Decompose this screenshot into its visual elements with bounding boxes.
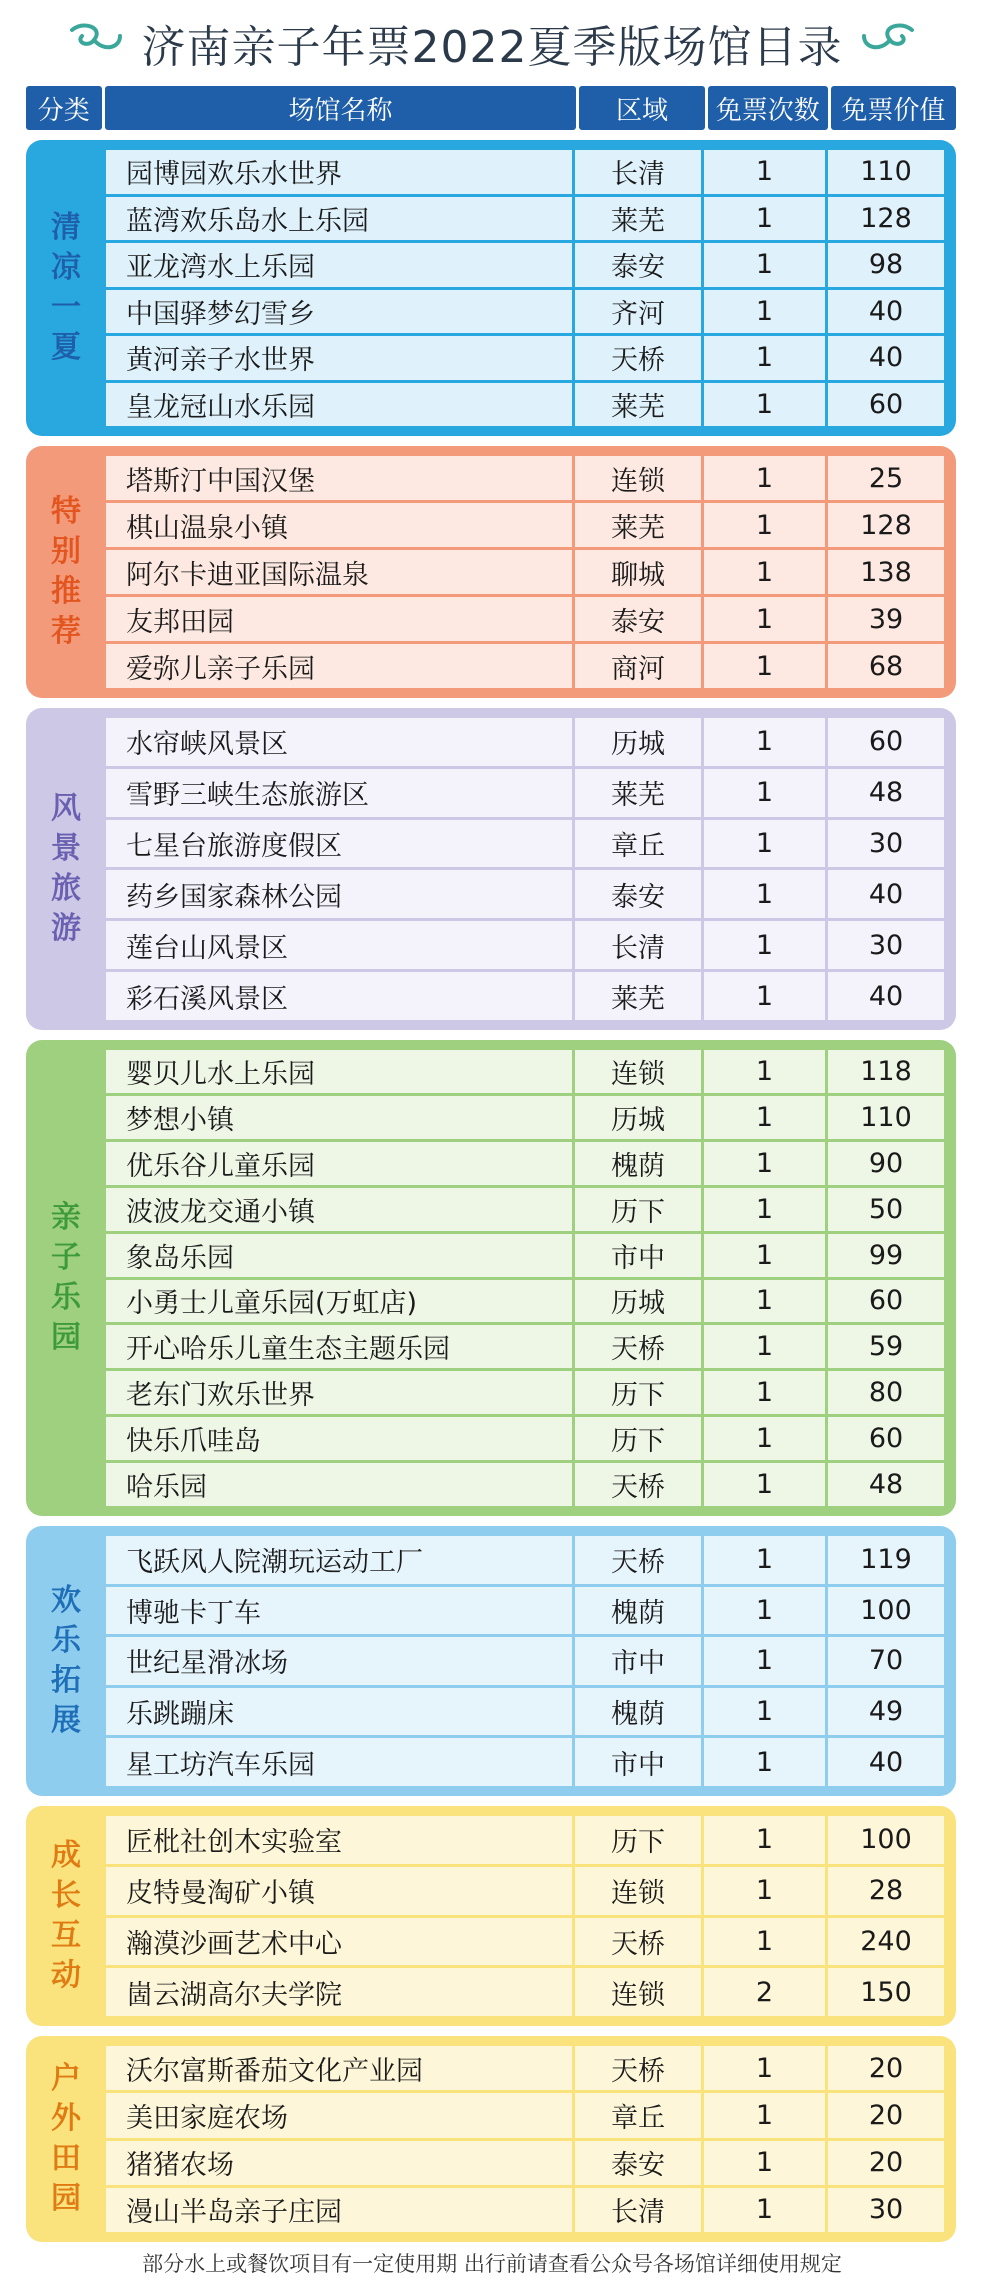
free-value-cell: 48 <box>828 1463 944 1506</box>
venue-name-cell: 哈乐园 <box>106 1463 572 1506</box>
free-value-cell: 28 <box>828 1867 944 1915</box>
table-row <box>106 1918 944 1966</box>
free-times-cell: 1 <box>704 1188 825 1231</box>
area-cell: 市中 <box>575 1738 701 1786</box>
category-char: 长 <box>51 1878 81 1913</box>
venue-name-cell: 黄河亲子水世界 <box>106 336 572 380</box>
free-times-cell: 1 <box>704 597 825 641</box>
area-cell: 天桥 <box>575 2046 701 2090</box>
category-char: 园 <box>51 2181 81 2216</box>
free-value-cell: 80 <box>828 1371 944 1414</box>
area-cell: 莱芜 <box>575 769 701 817</box>
section-0 <box>26 140 956 436</box>
area-cell: 莱芜 <box>575 383 701 427</box>
free-value-cell: 98 <box>828 243 944 287</box>
table-row <box>106 1096 944 1139</box>
table-row <box>106 870 944 918</box>
section-2 <box>26 708 956 1030</box>
header-area: 区域 <box>579 86 704 130</box>
category-char: 游 <box>51 911 81 946</box>
category-char: 成 <box>51 1838 81 1873</box>
table-row <box>106 1738 944 1786</box>
area-cell: 天桥 <box>575 1463 701 1506</box>
category-char: 风 <box>51 791 81 826</box>
free-times-cell: 1 <box>704 1463 825 1506</box>
free-value-cell: 70 <box>828 1637 944 1685</box>
area-cell: 泰安 <box>575 2141 701 2185</box>
category-char: 景 <box>51 831 81 866</box>
venue-name-cell: 沃尔富斯番茄文化产业园 <box>106 2046 572 2090</box>
area-cell: 连锁 <box>575 1867 701 1915</box>
venue-name-cell: 莲台山风景区 <box>106 921 572 969</box>
free-times-cell: 1 <box>704 1918 825 1966</box>
page-title: 济南亲子年票2022夏季版场馆目录 <box>141 22 843 73</box>
venue-name-cell: 世纪星滑冰场 <box>106 1637 572 1685</box>
free-times-cell: 1 <box>704 1637 825 1685</box>
area-cell: 天桥 <box>575 1536 701 1584</box>
venue-name-cell: 雪野三峡生态旅游区 <box>106 769 572 817</box>
table-row <box>106 2141 944 2185</box>
section-category-label <box>26 456 106 688</box>
free-times-cell: 1 <box>704 1536 825 1584</box>
venue-name-cell: 皮特曼淘矿小镇 <box>106 1867 572 1915</box>
free-times-cell: 1 <box>704 1417 825 1460</box>
category-char: 夏 <box>51 330 81 365</box>
free-times-cell: 1 <box>704 1234 825 1277</box>
category-char: 荐 <box>51 614 81 649</box>
area-cell: 历下 <box>575 1816 701 1864</box>
area-cell: 市中 <box>575 1637 701 1685</box>
free-times-cell: 1 <box>704 336 825 380</box>
venue-name-cell: 象岛乐园 <box>106 1234 572 1277</box>
section-category-label <box>26 718 106 1020</box>
free-value-cell: 60 <box>828 1417 944 1460</box>
category-char: 动 <box>51 1958 81 1993</box>
free-times-cell: 1 <box>704 2141 825 2185</box>
section-1 <box>26 446 956 698</box>
venue-name-cell: 水帘峡风景区 <box>106 718 572 766</box>
free-value-cell: 240 <box>828 1918 944 1966</box>
header-venue-name: 场馆名称 <box>105 86 577 130</box>
area-cell: 章丘 <box>575 820 701 868</box>
free-value-cell: 118 <box>828 1050 944 1093</box>
free-times-cell: 1 <box>704 1867 825 1915</box>
free-times-cell: 1 <box>704 290 825 334</box>
free-times-cell: 1 <box>704 870 825 918</box>
free-value-cell: 138 <box>828 550 944 594</box>
area-cell: 天桥 <box>575 1325 701 1368</box>
free-value-cell: 128 <box>828 503 944 547</box>
category-char: 别 <box>51 534 81 569</box>
free-value-cell: 40 <box>828 870 944 918</box>
venue-name-cell: 崮云湖高尔夫学院 <box>106 1968 572 2016</box>
category-char: 子 <box>51 1240 81 1275</box>
free-value-cell: 100 <box>828 1816 944 1864</box>
free-times-cell: 1 <box>704 503 825 547</box>
area-cell: 历下 <box>575 1417 701 1460</box>
venue-name-cell: 友邦田园 <box>106 597 572 641</box>
free-value-cell: 49 <box>828 1688 944 1736</box>
table-row <box>106 1637 944 1685</box>
category-char: 特 <box>51 494 81 529</box>
free-times-cell: 1 <box>704 718 825 766</box>
category-char: 外 <box>51 2101 81 2136</box>
venue-name-cell: 漫山半岛亲子庄园 <box>106 2188 572 2232</box>
area-cell: 槐荫 <box>575 1587 701 1635</box>
free-value-cell: 39 <box>828 597 944 641</box>
free-value-cell: 100 <box>828 1587 944 1635</box>
table-row <box>106 2046 944 2090</box>
area-cell: 槐荫 <box>575 1142 701 1185</box>
table-row <box>106 1463 944 1506</box>
table-row <box>106 718 944 766</box>
area-cell: 天桥 <box>575 1918 701 1966</box>
table-row <box>106 336 944 380</box>
category-char: 欢 <box>51 1583 81 1618</box>
table-row <box>106 820 944 868</box>
category-char: 亲 <box>51 1200 81 1235</box>
free-value-cell: 25 <box>828 456 944 500</box>
area-cell: 商河 <box>575 644 701 688</box>
table-row <box>106 1587 944 1635</box>
free-times-cell: 1 <box>704 2188 825 2232</box>
section-6 <box>26 2036 956 2242</box>
area-cell: 历下 <box>575 1371 701 1414</box>
venue-name-cell: 优乐谷儿童乐园 <box>106 1142 572 1185</box>
free-times-cell: 1 <box>704 1325 825 1368</box>
area-cell: 莱芜 <box>575 197 701 241</box>
category-char: 凉 <box>51 250 81 285</box>
venue-name-cell: 星工坊汽车乐园 <box>106 1738 572 1786</box>
venue-name-cell: 皇龙冠山水乐园 <box>106 383 572 427</box>
free-times-cell: 1 <box>704 820 825 868</box>
table-row <box>106 550 944 594</box>
free-times-cell: 1 <box>704 2046 825 2090</box>
venue-name-cell: 园博园欢乐水世界 <box>106 150 572 194</box>
table-row <box>106 1816 944 1864</box>
free-times-cell: 1 <box>704 150 825 194</box>
category-char: 旅 <box>51 871 81 906</box>
area-cell: 历城 <box>575 1280 701 1323</box>
venue-name-cell: 飞跃风人院潮玩运动工厂 <box>106 1536 572 1584</box>
category-char: 互 <box>51 1918 81 1953</box>
venue-name-cell: 匠枇社创木实验室 <box>106 1816 572 1864</box>
venue-name-cell: 波波龙交通小镇 <box>106 1188 572 1231</box>
area-cell: 章丘 <box>575 2093 701 2137</box>
table-row <box>106 1688 944 1736</box>
free-value-cell: 60 <box>828 383 944 427</box>
free-value-cell: 60 <box>828 1280 944 1323</box>
area-cell: 莱芜 <box>575 972 701 1020</box>
header-free-value: 免票价值 <box>831 86 956 130</box>
table-row <box>106 1371 944 1414</box>
table-row <box>106 243 944 287</box>
venue-name-cell: 小勇士儿童乐园(万虹店) <box>106 1280 572 1323</box>
right-swirl-ornament-icon <box>860 20 920 66</box>
section-category-label <box>26 1816 106 2016</box>
free-value-cell: 40 <box>828 972 944 1020</box>
section-rows <box>106 2046 944 2232</box>
venue-name-cell: 博驰卡丁车 <box>106 1587 572 1635</box>
free-value-cell: 20 <box>828 2093 944 2137</box>
area-cell: 泰安 <box>575 243 701 287</box>
table-row <box>106 1188 944 1231</box>
free-times-cell: 1 <box>704 1738 825 1786</box>
area-cell: 泰安 <box>575 870 701 918</box>
area-cell: 莱芜 <box>575 503 701 547</box>
section-rows <box>106 1050 944 1506</box>
table-row <box>106 456 944 500</box>
table-header <box>26 86 956 130</box>
free-value-cell: 20 <box>828 2046 944 2090</box>
category-char: 田 <box>51 2141 81 2176</box>
area-cell: 长清 <box>575 921 701 969</box>
header-category: 分类 <box>26 86 102 130</box>
table-row <box>106 972 944 1020</box>
footer-note: 部分水上或餐饮项目有一定使用期 出行前请查看公众号各场馆详细使用规定 <box>142 2252 842 2276</box>
area-cell: 齐河 <box>575 290 701 334</box>
section-rows <box>106 1536 944 1786</box>
category-char: 清 <box>51 210 81 245</box>
area-cell: 连锁 <box>575 1050 701 1093</box>
free-times-cell: 2 <box>704 1968 825 2016</box>
free-value-cell: 90 <box>828 1142 944 1185</box>
header-free-times: 免票次数 <box>708 86 828 130</box>
area-cell: 连锁 <box>575 1968 701 2016</box>
venue-name-cell: 药乡国家森林公园 <box>106 870 572 918</box>
section-3 <box>26 1040 956 1516</box>
category-char: 推 <box>51 574 81 609</box>
free-times-cell: 1 <box>704 1096 825 1139</box>
free-times-cell: 1 <box>704 1816 825 1864</box>
table-row <box>106 290 944 334</box>
free-value-cell: 50 <box>828 1188 944 1231</box>
table-row <box>106 1968 944 2016</box>
table-row <box>106 1234 944 1277</box>
category-char: 园 <box>51 1320 81 1355</box>
category-char: 乐 <box>51 1280 81 1315</box>
venue-name-cell: 七星台旅游度假区 <box>106 820 572 868</box>
section-5 <box>26 1806 956 2026</box>
category-char: 乐 <box>51 1623 81 1658</box>
free-times-cell: 1 <box>704 550 825 594</box>
free-times-cell: 1 <box>704 1050 825 1093</box>
area-cell: 市中 <box>575 1234 701 1277</box>
area-cell: 历城 <box>575 718 701 766</box>
section-category-label <box>26 1050 106 1506</box>
table-row <box>106 383 944 427</box>
table-row <box>106 2093 944 2137</box>
section-category-label <box>26 2046 106 2232</box>
free-times-cell: 1 <box>704 197 825 241</box>
free-value-cell: 99 <box>828 1234 944 1277</box>
free-times-cell: 1 <box>704 1371 825 1414</box>
table-row <box>106 2188 944 2232</box>
free-value-cell: 110 <box>828 1096 944 1139</box>
title-bar <box>0 0 984 86</box>
section-rows <box>106 1816 944 2016</box>
venue-name-cell: 梦想小镇 <box>106 1096 572 1139</box>
section-rows <box>106 456 944 688</box>
area-cell: 长清 <box>575 2188 701 2232</box>
free-value-cell: 110 <box>828 150 944 194</box>
free-times-cell: 1 <box>704 456 825 500</box>
area-cell: 天桥 <box>575 336 701 380</box>
section-category-label <box>26 1536 106 1786</box>
section-4 <box>26 1526 956 1796</box>
table-row <box>106 1142 944 1185</box>
free-value-cell: 150 <box>828 1968 944 2016</box>
venue-name-cell: 婴贝儿水上乐园 <box>106 1050 572 1093</box>
free-value-cell: 119 <box>828 1536 944 1584</box>
venue-name-cell: 彩石溪风景区 <box>106 972 572 1020</box>
venue-name-cell: 中国驿梦幻雪乡 <box>106 290 572 334</box>
free-value-cell: 30 <box>828 2188 944 2232</box>
table-row <box>106 1536 944 1584</box>
section-rows <box>106 718 944 1020</box>
area-cell: 长清 <box>575 150 701 194</box>
category-char: 户 <box>51 2061 81 2096</box>
category-char: 展 <box>51 1703 81 1738</box>
category-char: 一 <box>51 290 81 325</box>
venue-name-cell: 猪猪农场 <box>106 2141 572 2185</box>
area-cell: 槐荫 <box>575 1688 701 1736</box>
venue-name-cell: 阿尔卡迪亚国际温泉 <box>106 550 572 594</box>
table-row <box>106 150 944 194</box>
free-value-cell: 128 <box>828 197 944 241</box>
free-times-cell: 1 <box>704 243 825 287</box>
venue-name-cell: 蓝湾欢乐岛水上乐园 <box>106 197 572 241</box>
section-rows <box>106 150 944 426</box>
free-value-cell: 40 <box>828 290 944 334</box>
table-row <box>106 197 944 241</box>
free-value-cell: 30 <box>828 820 944 868</box>
free-times-cell: 1 <box>704 1280 825 1323</box>
venue-name-cell: 老东门欢乐世界 <box>106 1371 572 1414</box>
category-char: 拓 <box>51 1663 81 1698</box>
free-value-cell: 40 <box>828 1738 944 1786</box>
table-row <box>106 1050 944 1093</box>
area-cell: 历城 <box>575 1096 701 1139</box>
free-value-cell: 60 <box>828 718 944 766</box>
venue-name-cell: 塔斯汀中国汉堡 <box>106 456 572 500</box>
free-times-cell: 1 <box>704 2093 825 2137</box>
table-row <box>106 1325 944 1368</box>
section-category-label <box>26 150 106 426</box>
free-times-cell: 1 <box>704 383 825 427</box>
venue-name-cell: 棋山温泉小镇 <box>106 503 572 547</box>
free-value-cell: 59 <box>828 1325 944 1368</box>
free-times-cell: 1 <box>704 972 825 1020</box>
area-cell: 连锁 <box>575 456 701 500</box>
left-swirl-ornament-icon <box>64 20 124 66</box>
table-row <box>106 1417 944 1460</box>
table-row <box>106 1867 944 1915</box>
free-value-cell: 68 <box>828 644 944 688</box>
table-row <box>106 644 944 688</box>
table-row <box>106 503 944 547</box>
table-row <box>106 921 944 969</box>
table-row <box>106 769 944 817</box>
free-value-cell: 20 <box>828 2141 944 2185</box>
venue-name-cell: 爱弥儿亲子乐园 <box>106 644 572 688</box>
venue-name-cell: 快乐爪哇岛 <box>106 1417 572 1460</box>
free-times-cell: 1 <box>704 1142 825 1185</box>
free-times-cell: 1 <box>704 644 825 688</box>
free-times-cell: 1 <box>704 1688 825 1736</box>
free-value-cell: 40 <box>828 336 944 380</box>
free-times-cell: 1 <box>704 1587 825 1635</box>
venue-name-cell: 开心哈乐儿童生态主题乐园 <box>106 1325 572 1368</box>
venue-name-cell: 美田家庭农场 <box>106 2093 572 2137</box>
venue-name-cell: 乐跳蹦床 <box>106 1688 572 1736</box>
free-times-cell: 1 <box>704 769 825 817</box>
table-row <box>106 1280 944 1323</box>
free-value-cell: 48 <box>828 769 944 817</box>
free-value-cell: 30 <box>828 921 944 969</box>
venue-name-cell: 瀚漠沙画艺术中心 <box>106 1918 572 1966</box>
area-cell: 聊城 <box>575 550 701 594</box>
area-cell: 历下 <box>575 1188 701 1231</box>
venue-name-cell: 亚龙湾水上乐园 <box>106 243 572 287</box>
table-row <box>106 597 944 641</box>
area-cell: 泰安 <box>575 597 701 641</box>
free-times-cell: 1 <box>704 921 825 969</box>
